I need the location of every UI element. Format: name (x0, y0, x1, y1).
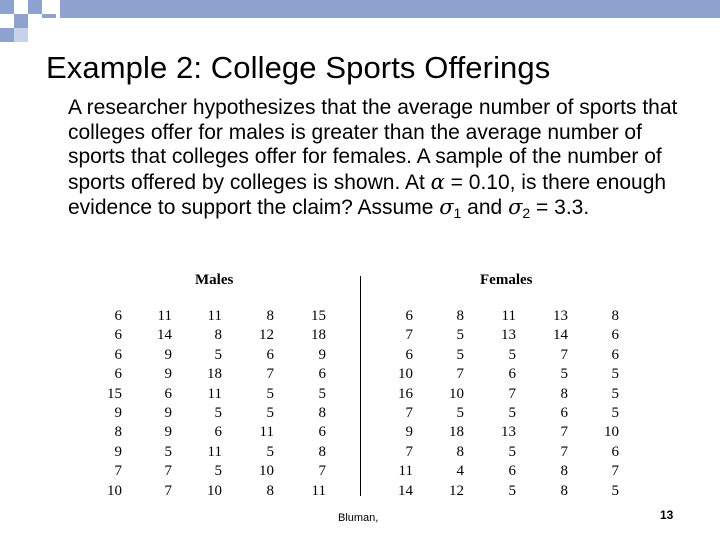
males-cell: 6 (114, 308, 122, 324)
males-cell: 11 (207, 385, 222, 402)
males-cell: 8 (318, 405, 326, 421)
males-cell: 9 (164, 346, 172, 363)
females-cell: 5 (456, 405, 464, 421)
males-cell: 8 (214, 327, 222, 344)
males-cell: 11 (207, 308, 222, 324)
males-cell: 6 (318, 366, 326, 383)
males-cell: 8 (266, 308, 274, 324)
females-cell: 5 (611, 482, 619, 499)
females-cell: 5 (611, 366, 619, 383)
males-cell: 5 (164, 443, 172, 460)
end-text: = 3.3. (530, 196, 590, 219)
females-cell: 6 (508, 463, 516, 480)
females-cell: 5 (611, 405, 619, 421)
alpha-value-text: = 0.10, is there enough evidence to support the claim? Assume (68, 170, 667, 219)
females-cell: 5 (456, 327, 464, 344)
females-cell: 7 (560, 346, 568, 363)
males-header: Males (195, 272, 234, 288)
females-cell: 14 (553, 327, 568, 344)
females-cell: 8 (560, 482, 568, 499)
females-cell: 8 (560, 463, 568, 480)
males-cell: 6 (164, 385, 172, 402)
females-cell: 9 (405, 424, 413, 441)
males-cell: 6 (318, 424, 326, 441)
males-cell: 5 (214, 346, 222, 363)
males-cell: 12 (259, 327, 274, 344)
sigma2-subscript: 2 (522, 205, 531, 221)
males-cell: 5 (318, 385, 326, 402)
females-cell: 6 (560, 405, 568, 421)
males-cell: 11 (157, 308, 172, 324)
males-cell: 18 (207, 366, 222, 383)
males-cell: 6 (114, 327, 122, 344)
page-number: 13 (660, 508, 674, 522)
males-cell: 7 (164, 463, 172, 480)
females-cell: 7 (611, 463, 619, 480)
females-cell: 6 (611, 346, 619, 363)
females-cell: 7 (405, 405, 413, 421)
females-cell: 18 (449, 424, 464, 441)
females-cell: 10 (398, 366, 413, 383)
females-cell: 4 (456, 463, 464, 480)
males-cell: 9 (164, 366, 172, 383)
males-cell: 9 (318, 346, 326, 363)
females-cell: 14 (398, 482, 413, 499)
sigma1-subscript: 1 (453, 205, 462, 221)
females-cell: 5 (508, 443, 516, 460)
females-cell: 8 (456, 443, 464, 460)
males-cell: 10 (207, 482, 222, 499)
females-cell: 5 (508, 482, 516, 499)
males-cell: 15 (107, 385, 122, 402)
females-cell: 13 (501, 327, 516, 344)
females-cell: 11 (398, 463, 413, 480)
males-cell: 8 (266, 482, 274, 499)
females-cell: 7 (456, 366, 464, 383)
females-cell: 5 (611, 385, 619, 402)
females-cell: 8 (560, 385, 568, 402)
slide-title: Example 2: College Sports Offerings (46, 50, 551, 85)
males-cell: 7 (164, 482, 172, 499)
males-cell: 9 (164, 405, 172, 421)
females-cell: 10 (449, 385, 464, 402)
males-cell: 18 (311, 327, 326, 344)
females-cell: 16 (398, 385, 413, 402)
males-cell: 9 (114, 405, 122, 421)
males-cell: 9 (164, 424, 172, 441)
and-text: and (461, 196, 509, 219)
females-cell: 8 (611, 308, 619, 324)
footer-credit: Bluman, (338, 512, 379, 524)
problem-text: A researcher hypothesizes that the average number of sports that colleges offer for males is greater than the average number of sports that colleges offer for females. A sample of the number of sports offered by colleges is shown. At (68, 96, 678, 194)
females-cell: 7 (560, 424, 568, 441)
females-cell: 5 (560, 366, 568, 383)
males-cell: 6 (114, 366, 122, 383)
males-cell: 6 (214, 424, 222, 441)
males-cell: 5 (214, 405, 222, 421)
males-cell: 7 (318, 463, 326, 480)
females-cell: 7 (405, 327, 413, 344)
males-cell: 15 (311, 308, 326, 324)
males-cell: 5 (266, 443, 274, 460)
females-cell: 7 (405, 443, 413, 460)
females-cell: 13 (553, 308, 568, 324)
females-cell: 5 (456, 346, 464, 363)
males-cell: 5 (266, 405, 274, 421)
females-cell: 8 (456, 308, 464, 324)
alpha-symbol: α (430, 169, 445, 194)
males-cell: 11 (259, 424, 274, 441)
females-cell: 10 (604, 424, 619, 441)
title-bar-decoration (60, 0, 720, 18)
sigma1-symbol: σ (439, 195, 454, 219)
corner-checker-decoration (0, 0, 60, 44)
females-cell: 5 (508, 405, 516, 421)
males-cell: 8 (114, 424, 122, 441)
females-cell: 6 (611, 327, 619, 344)
sigma2-symbol: σ (508, 195, 523, 219)
females-cell: 6 (611, 443, 619, 460)
males-cell: 5 (266, 385, 274, 402)
males-cell: 7 (266, 366, 274, 383)
males-cell: 10 (259, 463, 274, 480)
males-cell: 5 (214, 463, 222, 480)
males-cell: 10 (107, 482, 122, 499)
males-cell: 6 (266, 346, 274, 363)
females-cell: 6 (508, 366, 516, 383)
females-cell: 7 (560, 443, 568, 460)
males-cell: 7 (114, 463, 122, 480)
females-cell: 6 (405, 308, 413, 324)
males-cell: 8 (318, 443, 326, 460)
males-cell: 9 (114, 443, 122, 460)
males-cell: 14 (157, 327, 172, 344)
males-cell: 11 (207, 443, 222, 460)
females-cell: 12 (449, 482, 464, 499)
females-cell: 11 (501, 308, 516, 324)
males-cell: 11 (311, 482, 326, 499)
males-cell: 6 (114, 346, 122, 363)
females-cell: 7 (508, 385, 516, 402)
females-cell: 5 (508, 346, 516, 363)
problem-statement (68, 96, 688, 226)
table-divider (360, 276, 361, 496)
females-cell: 6 (405, 346, 413, 363)
females-header: Females (480, 272, 533, 288)
females-cell: 13 (501, 424, 516, 441)
